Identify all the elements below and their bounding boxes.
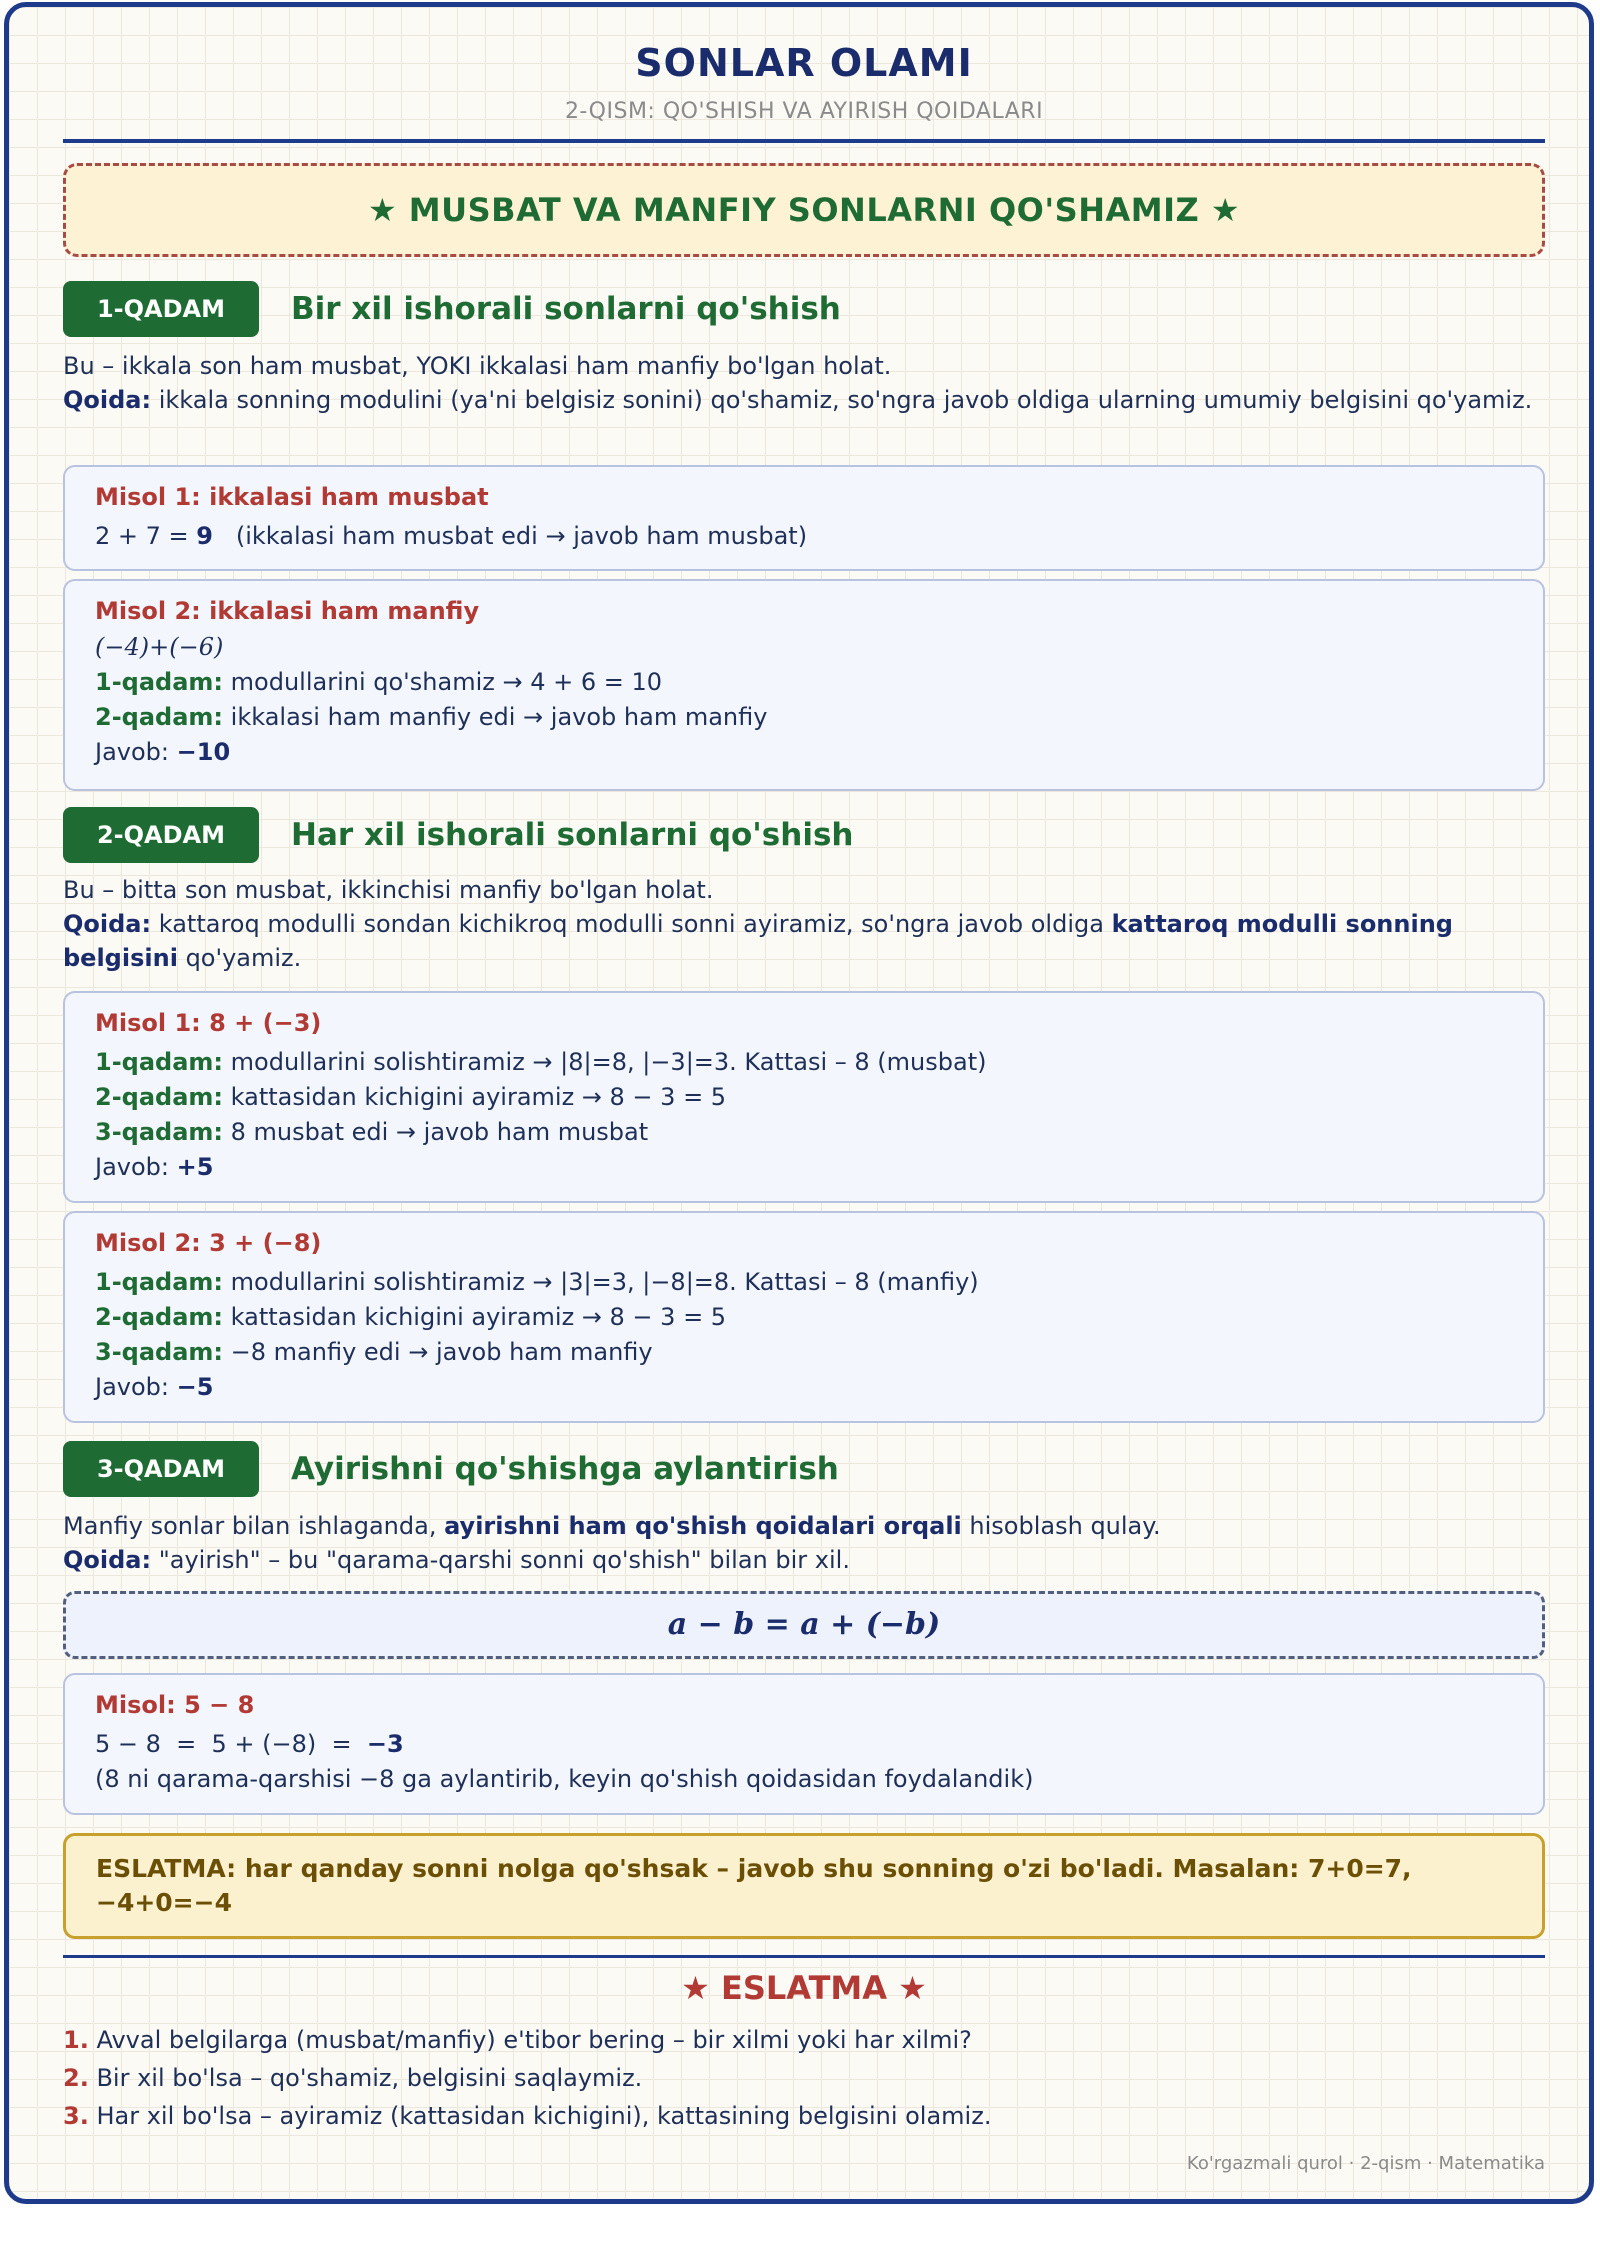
step3-rule [63, 1543, 1545, 1577]
step1-example1-line [95, 519, 1513, 554]
step2-title: Har xil ishorali sonlarni qo'shish [291, 817, 854, 853]
substep-label: 3-qadam: [95, 1338, 224, 1366]
step2-example1-heading: Misol 1: 8 + (−3) [95, 1009, 322, 1037]
step1-intro: Bu – ikkala son ham musbat, YOKI ikkalasi ham manfiy bo'lgan holat. [63, 352, 892, 380]
substep-text: modullarini qo'shamiz → 4 + 6 = 10 [230, 668, 663, 696]
step3-example-answer: −3 [366, 1730, 404, 1758]
step3-description [63, 1509, 1545, 1577]
step2-intro: Bu – bitta son musbat, ikkinchisi manfiy bo'lgan holat. [63, 876, 714, 904]
step2-example2-substep3 [95, 1335, 1513, 1370]
reminder-item [63, 2099, 1545, 2133]
step2-example1-substep1 [95, 1045, 1513, 1080]
reminder-number: 1. [63, 2026, 89, 2054]
step2-example2-card [63, 1211, 1545, 1423]
zero-addition-note: ESLATMA: har qanday sonni nolga qo'shsak – javob shu sonning o'zi bo'ladi. Masalan: 7+0=7, −4+0=−4 [63, 1833, 1545, 1939]
substep-text: 8 musbat edi → javob ham musbat [230, 1118, 649, 1146]
header-divider [63, 139, 1545, 143]
reminder-text: Bir xil bo'lsa – qo'shamiz, belgisini saqlaymiz. [96, 2064, 643, 2092]
substep-text: ikkalasi ham manfiy edi → javob ham manfiy [230, 703, 768, 731]
worksheet-page [4, 2, 1594, 2204]
reminder-text: Har xil bo'lsa – ayiramiz (kattasidan kichigini), kattasining belgisini olamiz. [96, 2102, 992, 2130]
step2-example1-card [63, 991, 1545, 1203]
answer-label: Javob: [95, 1153, 169, 1181]
step1-example2-answer [95, 735, 1513, 770]
step3-example-expr: 5 − 8 = 5 + (−8) = [95, 1730, 367, 1758]
step1-rule-text: ikkala sonning modulini (ya'ni belgisiz sonini) qo'shamiz, so'ngra javob oldiga ularning umumiy belgisini qo'yamiz. [158, 386, 1533, 414]
substep-text: kattasidan kichigini ayiramiz → 8 − 3 = 5 [230, 1303, 727, 1331]
subtraction-formula: a − b = a + (−b) [63, 1591, 1545, 1659]
step1-example2-expression: (−4)+(−6) [95, 633, 224, 661]
reminder-text: Avval belgilarga (musbat/manfiy) e'tibor bering – bir xilmi yoki har xilmi? [96, 2026, 972, 2054]
substep-label: 1-qadam: [95, 668, 224, 696]
step3-intro [63, 1509, 1545, 1543]
answer-label: Javob: [95, 1373, 169, 1401]
step2-rule [63, 907, 1545, 975]
step1-example2-substep1 [95, 665, 1513, 700]
step1-example2-substep2 [95, 700, 1513, 735]
answer-value: +5 [176, 1153, 214, 1181]
step2-rule-text: kattaroq modulli sondan kichikroq modulli sonni ayiramiz, so'ngra javob oldiga [158, 910, 1104, 938]
step3-rule-label: Qoida: [63, 1546, 152, 1574]
step1-example1-answer: 9 [196, 522, 213, 550]
answer-label: Javob: [95, 738, 169, 766]
step3-intro-emphasis: ayirishni ham qo'shish qoidalari orqali [444, 1512, 962, 1540]
topic-banner: ★ MUSBAT VA MANFIY SONLARNI QO'SHAMIZ ★ [63, 163, 1545, 257]
step1-example1-card [63, 465, 1545, 571]
substep-text: −8 manfiy edi → javob ham manfiy [230, 1338, 653, 1366]
step2-description [63, 873, 1545, 975]
step1-badge: 1-QADAM [63, 281, 259, 337]
step3-title: Ayirishni qo'shishga aylantirish [291, 1451, 839, 1487]
page-subtitle: 2-QISM: QO'SHISH VA AYIRISH QOIDALARI [564, 99, 1044, 124]
reminder-title: ★ ESLATMA ★ [681, 1969, 927, 2007]
step3-example-line [95, 1727, 1513, 1762]
substep-label: 2-qadam: [95, 1303, 224, 1331]
step2-rule-end: qo'yamiz. [185, 944, 302, 972]
step1-example1-comment: (ikkalasi ham musbat edi → javob ham musbat) [235, 522, 808, 550]
step3-rule-text: "ayirish" – bu "qarama-qarshi sonni qo'shish" bilan bir xil. [158, 1546, 850, 1574]
step2-rule-label: Qoida: [63, 910, 152, 938]
step2-example2-heading: Misol 2: 3 + (−8) [95, 1229, 322, 1257]
reminder-item [63, 2023, 1545, 2057]
step3-intro-end: hisoblash qulay. [969, 1512, 1161, 1540]
step2-badge: 2-QADAM [63, 807, 259, 863]
step3-example-comment: (8 ni qarama-qarshisi −8 ga aylantirib, keyin qo'shish qoidasidan foydalandik) [95, 1765, 1034, 1793]
substep-label: 1-qadam: [95, 1048, 224, 1076]
step1-rule-label: Qoida: [63, 386, 152, 414]
substep-text: kattasidan kichigini ayiramiz → 8 − 3 = 5 [230, 1083, 727, 1111]
step1-title: Bir xil ishorali sonlarni qo'shish [291, 291, 841, 327]
substep-label: 2-qadam: [95, 1083, 224, 1111]
step1-example1-heading: Misol 1: ikkalasi ham musbat [95, 483, 489, 511]
footer-caption: Ko'rgazmali qurol · 2-qism · Matematika [1186, 2153, 1545, 2174]
step2-example1-answer [95, 1150, 1513, 1185]
step2-rule-emphasis: kattaroq modulli sonning belgisini [63, 910, 1453, 972]
answer-value: −10 [176, 738, 231, 766]
step3-badge: 3-QADAM [63, 1441, 259, 1497]
substep-text: modullarini solishtiramiz → |3|=3, |−8|=8. Kattasi – 8 (manfiy) [230, 1268, 979, 1296]
reminder-number: 3. [63, 2102, 89, 2130]
reminder-number: 2. [63, 2064, 89, 2092]
substep-text: modullarini solishtiramiz → |8|=8, |−3|=3. Kattasi – 8 (musbat) [230, 1048, 987, 1076]
reminder-divider [63, 1955, 1545, 1958]
step2-example2-substep1 [95, 1265, 1513, 1300]
reminder-item [63, 2061, 1545, 2095]
substep-label: 1-qadam: [95, 1268, 224, 1296]
substep-label: 2-qadam: [95, 703, 224, 731]
step1-rule [63, 383, 1545, 417]
step3-example-card [63, 1673, 1545, 1815]
step2-example1-substep2 [95, 1080, 1513, 1115]
step2-example2-substep2 [95, 1300, 1513, 1335]
step3-example-heading: Misol: 5 − 8 [95, 1691, 255, 1719]
step1-description [63, 349, 1545, 417]
substep-label: 3-qadam: [95, 1118, 224, 1146]
page-title: SONLAR OLAMI [635, 41, 973, 85]
step3-intro-start: Manfiy sonlar bilan ishlaganda, [63, 1512, 437, 1540]
step2-example2-answer [95, 1370, 1513, 1405]
step2-example1-substep3 [95, 1115, 1513, 1150]
step1-example2-heading: Misol 2: ikkalasi ham manfiy [95, 597, 480, 625]
answer-value: −5 [176, 1373, 214, 1401]
step1-example2-card [63, 579, 1545, 791]
step1-example1-expr: 2 + 7 = [95, 522, 197, 550]
